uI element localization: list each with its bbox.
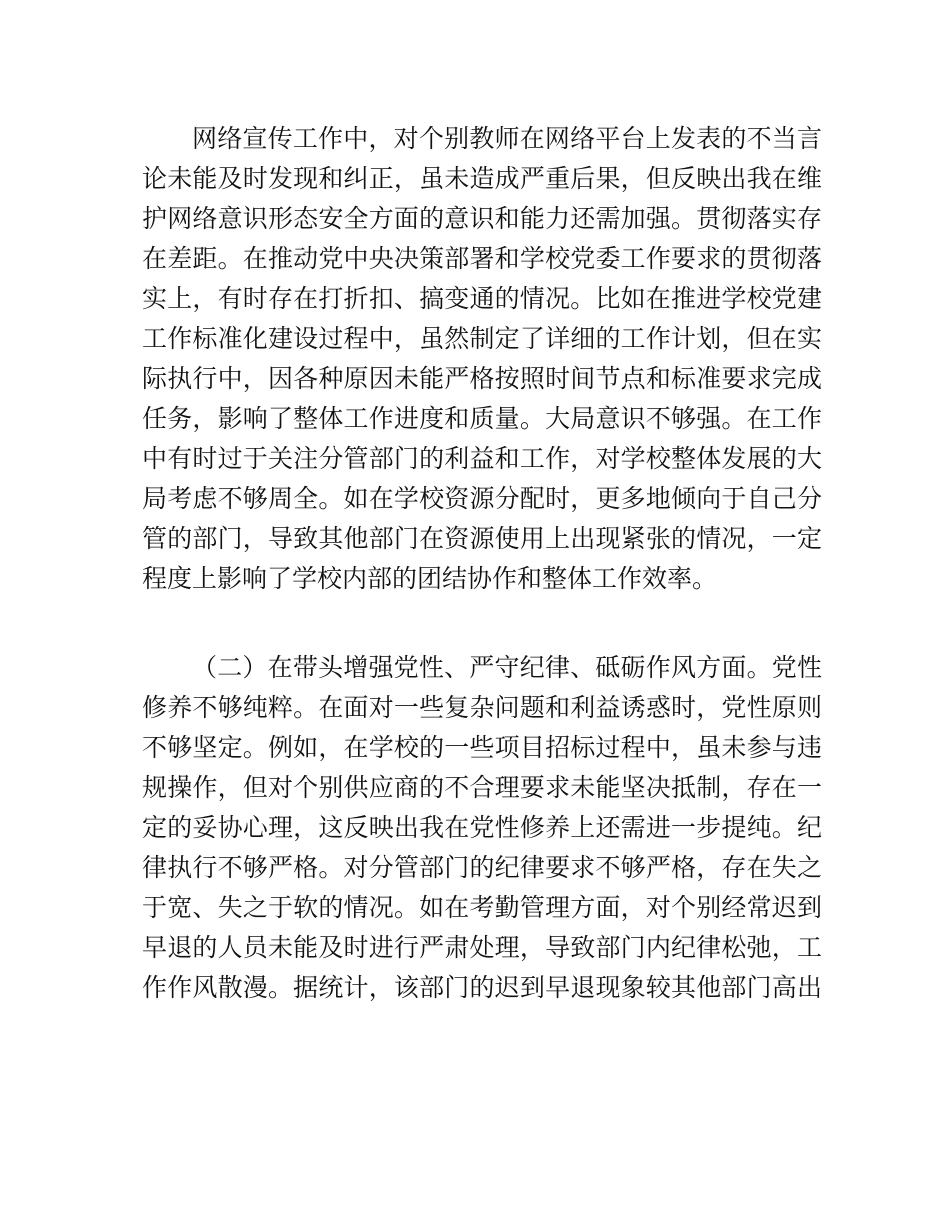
paragraph-line: 网络宣传工作中，对个别教师在网络平台上发表的不当言	[192, 124, 822, 153]
paragraph-line: 定的妥协心理，这反映出我在党性修养上还需进一步提纯。纪	[142, 813, 822, 842]
paragraph-line: 在差距。在推动党中央决策部署和学校党委工作要求的贯彻落	[142, 244, 822, 273]
paragraph-line: （二）在带头增强党性、严守纪律、砥砺作风方面。党性	[192, 653, 822, 682]
paragraph-line: 局考虑不够周全。如在学校资源分配时，更多地倾向于自己分	[142, 484, 822, 513]
paragraph-line: 际执行中，因各种原因未能严格按照时间节点和标准要求完成	[142, 364, 822, 393]
paragraph-line: 于宽、失之于软的情况。如在考勤管理方面，对个别经常迟到	[142, 893, 822, 922]
paragraph-line: 护网络意识形态安全方面的意识和能力还需加强。贯彻落实存	[142, 204, 822, 233]
paragraph-line: 修养不够纯粹。在面对一些复杂问题和利益诱惑时，党性原则	[142, 693, 822, 722]
paragraph-line: 早退的人员未能及时进行严肃处理，导致部门内纪律松弛，工	[142, 933, 822, 962]
paragraph-line: 管的部门，导致其他部门在资源使用上出现紧张的情况，一定	[142, 524, 822, 553]
paragraph-line: 规操作，但对个别供应商的不合理要求未能坚决抵制，存在一	[142, 773, 822, 802]
paragraph-line: 作作风散漫。据统计，该部门的迟到早退现象较其他部门高出	[142, 973, 822, 1002]
paragraph-line: 实上，有时存在打折扣、搞变通的情况。比如在推进学校党建	[142, 284, 822, 313]
paragraph-line: 不够坚定。例如，在学校的一些项目招标过程中，虽未参与违	[142, 733, 822, 762]
paragraph-line: 任务，影响了整体工作进度和质量。大局意识不够强。在工作	[142, 404, 822, 433]
paragraph-line: 律执行不够严格。对分管部门的纪律要求不够严格，存在失之	[142, 853, 822, 882]
paragraph-line: 程度上影响了学校内部的团结协作和整体工作效率。	[142, 564, 718, 593]
paragraph-line: 中有时过于关注分管部门的利益和工作，对学校整体发展的大	[142, 444, 822, 473]
paragraph-2	[142, 648, 822, 1008]
paragraph-line: 工作标准化建设过程中，虽然制定了详细的工作计划，但在实	[142, 324, 822, 353]
paragraph-line: 论未能及时发现和纠正，虽未造成严重后果，但反映出我在维	[142, 164, 822, 193]
paragraph-1	[142, 119, 822, 599]
